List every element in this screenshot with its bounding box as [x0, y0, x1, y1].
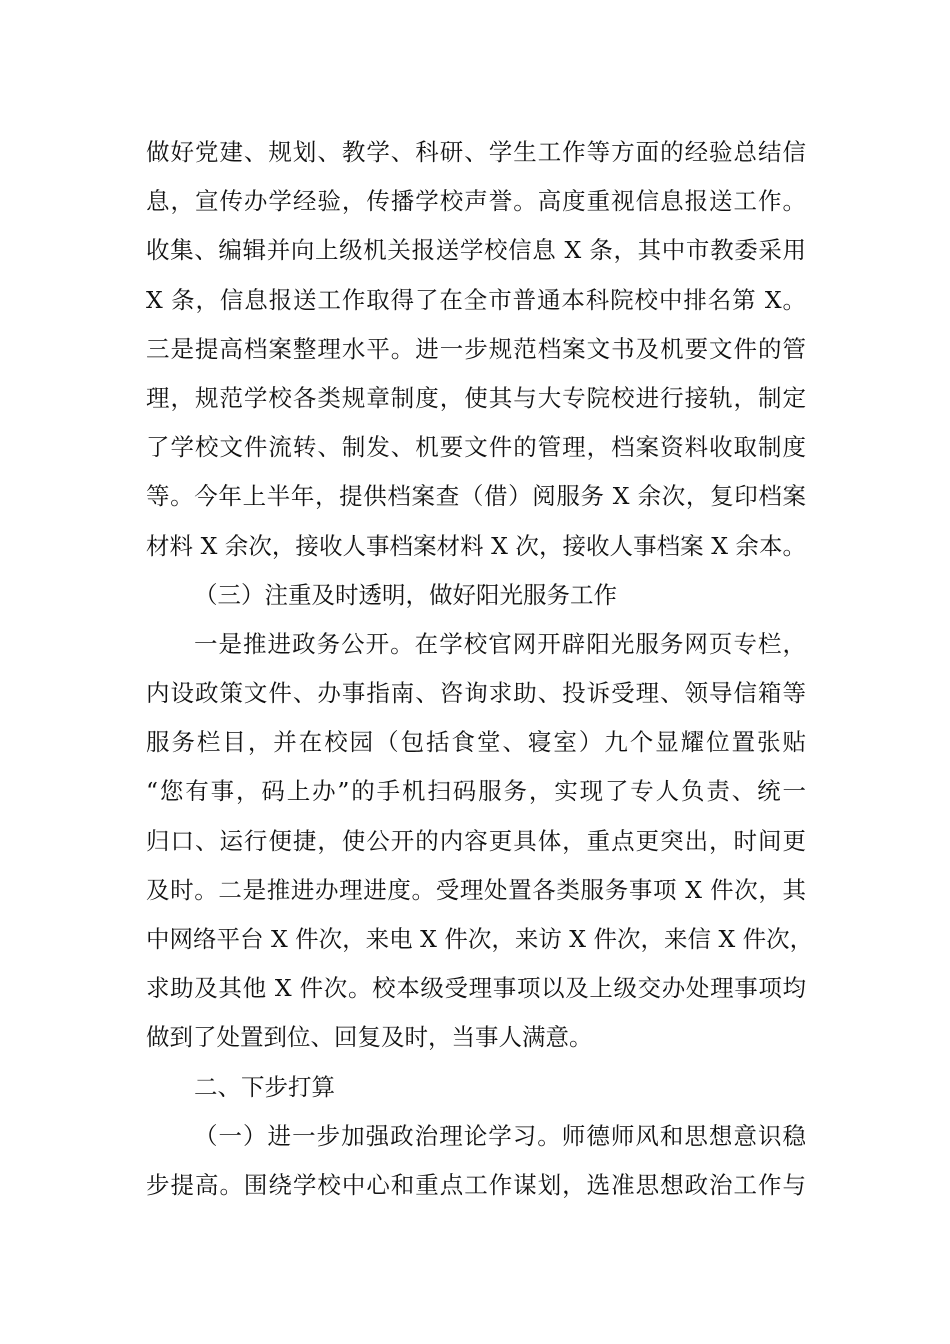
text-line: 归口、运行便捷，使公开的内容更具体，重点更突出，时间更 [146, 826, 806, 855]
section-heading: 二、下步打算 [194, 1072, 335, 1101]
text-line: 三是提高档案整理水平。进一步规范档案文书及机要文件的管 [146, 334, 806, 363]
text-line: 内设政策文件、办事指南、咨询求助、投诉受理、领导信箱等 [146, 679, 806, 708]
text-line: 等。今年上半年，提供档案查（借）阅服务 X 余次，复印档案 [146, 482, 806, 511]
text-line: 及时。二是推进办理进度。受理处置各类服务事项 X 件次，其 [146, 875, 806, 904]
text-line: 理，规范学校各类规章制度，使其与大专院校进行接轨，制定 [146, 383, 806, 412]
text-line: 做到了处置到位、回复及时，当事人满意。 [146, 1023, 593, 1052]
text-line: 求助及其他 X 件次。校本级受理事项以及上级交办处理事项均 [146, 974, 806, 1003]
text-line: 息，宣传办学经验，传播学校声誉。高度重视信息报送工作。 [146, 187, 806, 216]
text-line: X 条，信息报送工作取得了在全市普通本科院校中排名第 X。 [146, 285, 806, 314]
text-line: “您有事，码上办”的手机扫码服务，实现了专人负责、统一 [146, 777, 806, 806]
text-line: 一是推进政务公开。在学校官网开辟阳光服务网页专栏， [194, 629, 806, 658]
text-line: 服务栏目，并在校园（包括食堂、寝室）九个显耀位置张贴 [146, 728, 806, 757]
text-line: 收集、编辑并向上级机关报送学校信息 X 条，其中市教委采用 [146, 236, 806, 265]
text-line: 做好党建、规划、教学、科研、学生工作等方面的经验总结信 [146, 138, 806, 166]
text-line: 中网络平台 X 件次，来电 X 件次，来访 X 件次，来信 X 件次， [146, 925, 814, 953]
text-line: （一）进一步加强政治理论学习。师德师风和思想意识稳 [194, 1121, 806, 1150]
section-heading: （三）注重及时透明，做好阳光服务工作 [194, 580, 617, 609]
text-line: 了学校文件流转、制发、机要文件的管理，档案资料收取制度 [146, 433, 806, 462]
body-text [146, 128, 814, 1210]
text-line: 材料 X 余次，接收人事档案材料 X 次，接收人事档案 X 余本。 [146, 531, 806, 560]
text-line: 步提高。围绕学校中心和重点工作谋划，选准思想政治工作与 [146, 1170, 806, 1199]
